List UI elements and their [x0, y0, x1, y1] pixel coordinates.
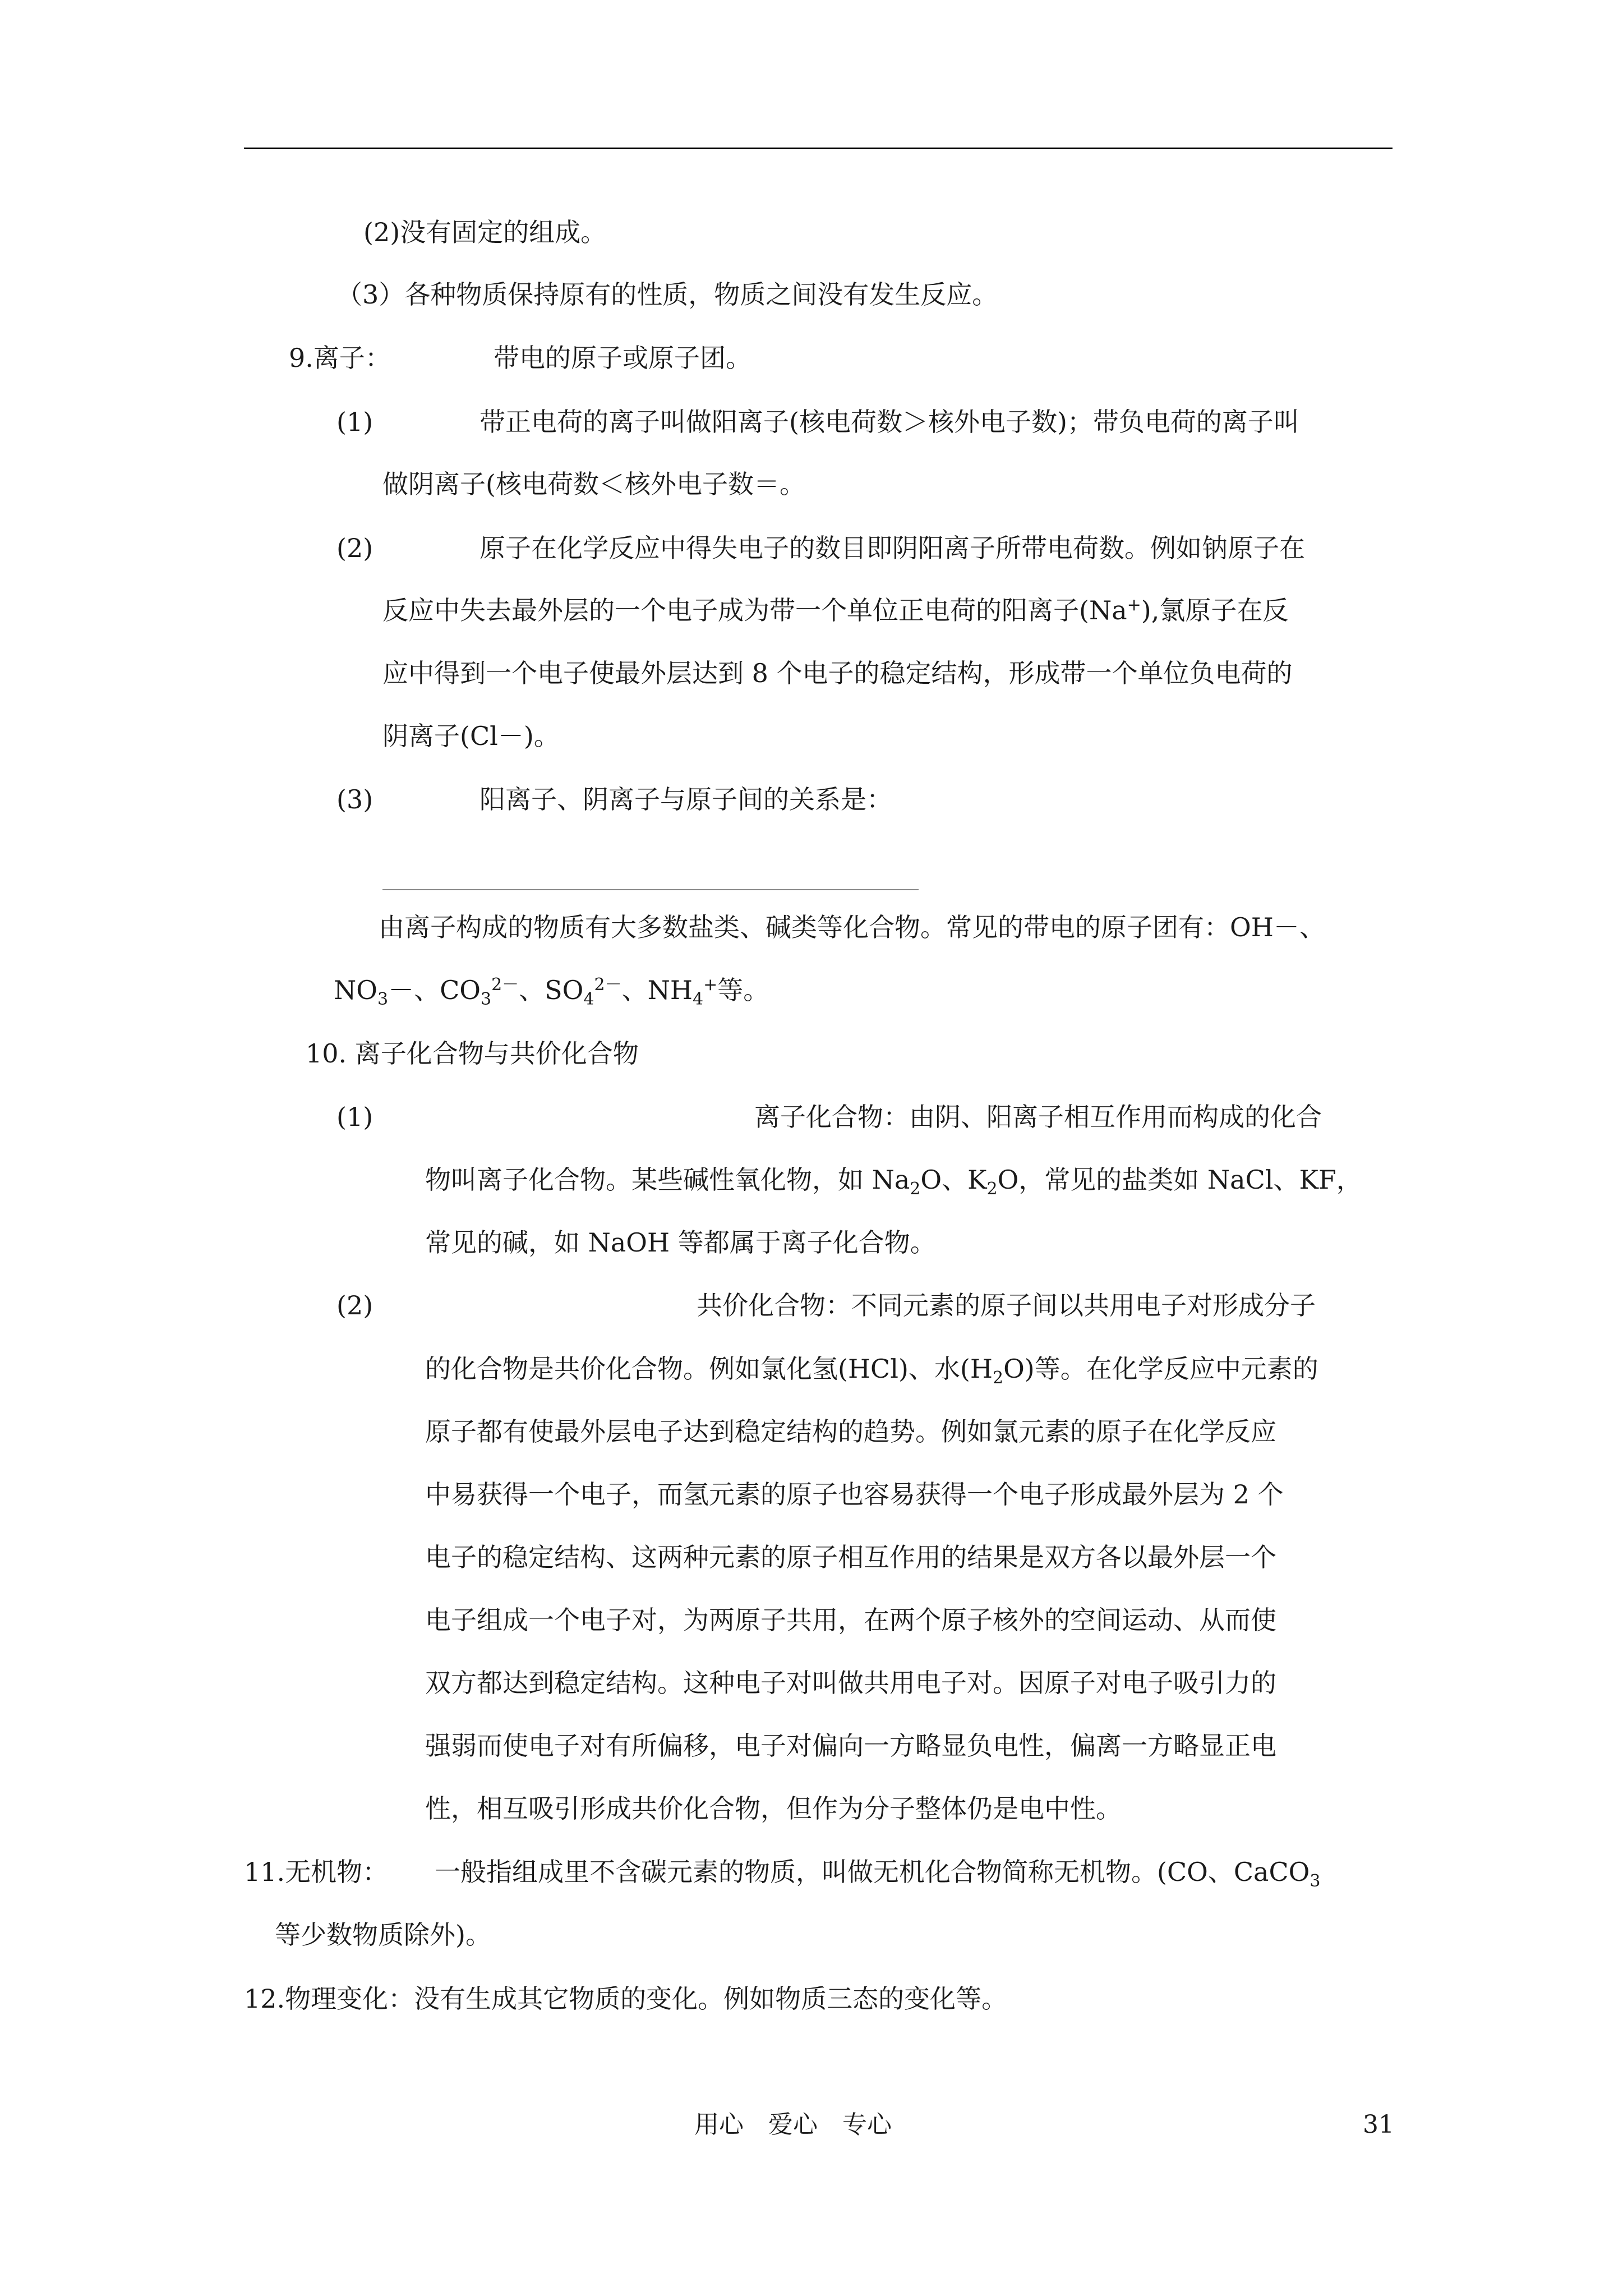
header-rule [244, 148, 1393, 149]
line-mixture-2: (2)没有固定的组成。 [363, 217, 607, 247]
item-10-2-cont-7: 强弱而使电子对有所偏移，电子对偏向一方略显负电性，偏离一方略显正电 [425, 1731, 1276, 1761]
item-10-1-cont-2: 常见的碱，如 NaOH 等都属于离子化合物。 [425, 1227, 936, 1258]
item-10-heading: 10. 离子化合物与共价化合物 [306, 1038, 639, 1069]
footer-motto: 用心 爱心 专心 [694, 2110, 892, 2139]
item-10-1-cont-1: 物叫离子化合物。某些碱性氧化物，如 $Na_2O$、$K_2O$，常见的盐类如 NaCl、KF， [425, 1165, 1362, 1199]
radical-list-line: $NO_3-$、$CO_3^{2-}$、$SO_4^{2-}$、$NH_4^+$等。 [334, 975, 769, 1009]
item-9-2-cont-3: 阴离子(Cl－)。 [382, 721, 560, 751]
item-9-2-cont-2: 应中得到一个电子使最外层达到 8 个电子的稳定结构，形成带一个单位负电荷的 [382, 658, 1293, 688]
line-mixture-3: （3）各种物质保持原有的性质，物质之间没有发生反应。 [336, 279, 998, 310]
item-9-2-number: (2) [336, 533, 374, 563]
item-9-1-number: (1) [336, 407, 374, 437]
item-9-number: 9.离子： [289, 343, 391, 373]
item-9-1-cont: 做阴离子(核电荷数＜核外电子数＝。 [382, 469, 805, 499]
ionic-substances-line: 由离子构成的物质有大多数盐类、碱类等化合物。常见的带电的原子团有：OH－、 [379, 912, 1325, 942]
answer-blank-line [382, 889, 919, 890]
item-10-2-text: 共价化合物：不同元素的原子间以共用电子对形成分子 [697, 1290, 1316, 1320]
item-9-2-cont-1: 反应中失去最外层的一个电子成为带一个单位正电荷的阳离子(Na+),氯原子在反 [382, 595, 1289, 625]
item-12-line: 12.物理变化：没有生成其它物质的变化。例如物质三态的变化等。 [244, 1984, 1008, 2014]
item-11-cont: 等少数物质除外)。 [275, 1920, 491, 1950]
item-10-2-cont-3: 中易获得一个电子，而氢元素的原子也容易获得一个电子形成最外层为 2 个 [425, 1479, 1284, 1510]
item-11-number: 11.无机物： [244, 1857, 389, 1887]
item-9-3-number: (3) [336, 784, 374, 815]
item-10-2-cont-5: 电子组成一个电子对，为两原子共用，在两个原子核外的空间运动、从而使 [425, 1605, 1276, 1635]
item-10-1-number: (1) [336, 1102, 374, 1132]
item-10-2-cont-4: 电子的稳定结构、这两种元素的原子相互作用的结果是双方各以最外层一个 [425, 1542, 1276, 1572]
item-11-text: 一般指组成里不含碳元素的物质，叫做无机化合物简称无机物。(CO、CaCO$_3$ [435, 1857, 1321, 1891]
page-number: 31 [1363, 2110, 1394, 2139]
item-10-2-number: (2) [336, 1290, 374, 1320]
item-10-1-text: 离子化合物：由阴、阳离子相互作用而构成的化合 [754, 1102, 1322, 1132]
item-9-3-text: 阳离子、阴离子与原子间的关系是： [479, 784, 892, 815]
item-9-definition: 带电的原子或原子团。 [494, 343, 751, 373]
item-9-2-text: 原子在化学反应中得失电子的数目即阴阳离子所带电荷数。例如钠原子在 [479, 533, 1305, 563]
item-10-2-cont-1: 的化合物是共价化合物。例如氯化氢(HCl)、水$(H_2O)$等。在化学反应中元素的 [425, 1354, 1318, 1388]
item-10-2-cont-2: 原子都有使最外层电子达到稳定结构的趋势。例如氯元素的原子在化学反应 [425, 1416, 1276, 1447]
item-9-1-text: 带正电荷的离子叫做阳离子(核电荷数＞核外电子数)；带负电荷的离子叫 [479, 407, 1299, 437]
item-10-2-cont-6: 双方都达到稳定结构。这种电子对叫做共用电子对。因原子对电子吸引力的 [425, 1668, 1276, 1698]
item-10-2-cont-8: 性，相互吸引形成共价化合物，但作为分子整体仍是电中性。 [425, 1793, 1122, 1824]
